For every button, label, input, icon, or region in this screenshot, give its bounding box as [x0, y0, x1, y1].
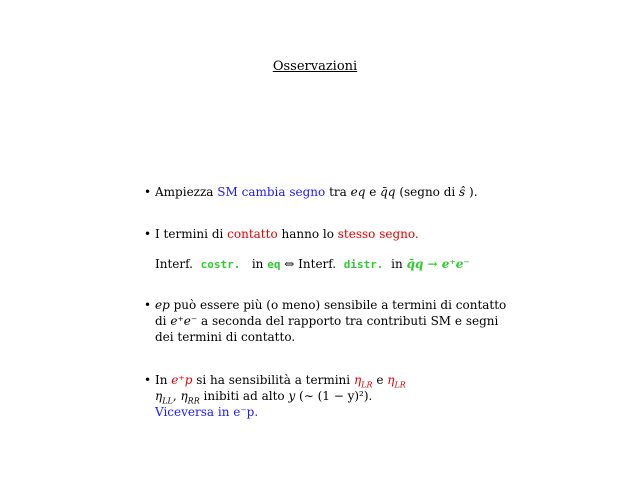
highlight-math: η: [353, 373, 362, 387]
math-text: eq: [350, 185, 366, 199]
text: .: [414, 227, 419, 241]
item-line: [155, 313, 499, 329]
item-line: [155, 226, 495, 242]
highlight-text: eq: [267, 258, 281, 271]
text: in: [391, 257, 403, 271]
text: tra: [325, 185, 351, 199]
text: (segno di: [395, 185, 460, 199]
highlight-text: SM cambia segno: [217, 185, 326, 199]
item-line: [155, 184, 495, 200]
highlight-math: LR: [361, 380, 373, 390]
text: Interf.: [155, 257, 193, 271]
math-text: η: [180, 389, 188, 403]
item-line: [155, 329, 495, 345]
highlight-text: distr.: [343, 258, 384, 271]
text: hanno lo: [277, 227, 338, 241]
list-item: [144, 372, 495, 420]
text: I termini di: [155, 227, 228, 241]
highlight-text: costr.: [200, 258, 241, 271]
item-line: [155, 297, 507, 313]
text: (∼ (1 − y)²).: [295, 389, 373, 403]
bullet: •: [144, 373, 152, 387]
item-line: [155, 256, 495, 273]
text: e: [372, 373, 388, 387]
highlight-text: stesso segno: [337, 227, 415, 241]
bullet: •: [144, 298, 152, 312]
text: e: [365, 185, 381, 199]
list-item: [144, 226, 495, 273]
page-title: Osservazioni: [272, 59, 358, 74]
text: di: [155, 314, 171, 328]
text: a seconda del rapporto tra contributi SM e segni: [197, 314, 499, 328]
math-text: q̄q: [380, 185, 396, 199]
item-line: [155, 388, 495, 404]
math-text: ŝ: [459, 185, 466, 199]
math-text: RR: [187, 396, 200, 406]
text: può essere più (o meno) sensibile a termini di contatto: [169, 298, 507, 312]
math-text: e⁺e⁻: [170, 314, 198, 328]
item-line: [155, 404, 495, 420]
math-text: y: [288, 389, 296, 403]
list-item: [144, 184, 495, 200]
bullet: •: [144, 227, 152, 241]
math-text: η: [155, 389, 163, 403]
highlight-text: Viceversa in e⁻p.: [155, 405, 259, 419]
highlight-math: LR: [394, 380, 406, 390]
text: In: [155, 373, 172, 387]
math-text: LL: [162, 396, 173, 406]
list-item: [144, 297, 507, 345]
highlight-math: η: [387, 373, 395, 387]
highlight-math: e⁺p: [171, 373, 193, 387]
bullet: •: [144, 185, 152, 199]
text: inibiti ad alto: [199, 389, 289, 403]
highlight-text: contatto: [227, 227, 278, 241]
text: ).: [465, 185, 478, 199]
text: si ha sensibilità a termini: [192, 373, 354, 387]
text: ⇔ Interf.: [284, 257, 337, 271]
text: ,: [172, 389, 181, 403]
math-text: ep: [155, 298, 170, 312]
item-line: [155, 372, 495, 388]
highlight-math: q̄q → e⁺e⁻: [406, 257, 470, 271]
text: dei termini di contatto.: [155, 330, 296, 344]
text: Ampiezza: [155, 185, 218, 199]
text: in: [251, 257, 264, 271]
